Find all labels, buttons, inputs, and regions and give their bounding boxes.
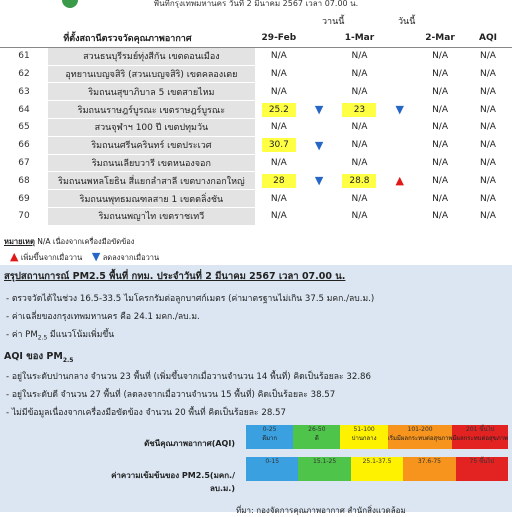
value-aqi: N/A	[480, 104, 496, 115]
aqi-scale-label: ดัชนีคุณภาพอากาศ(AQI)	[144, 439, 235, 448]
table-header-row	[0, 30, 512, 47]
header-title: พื้นที่กรุงเทพมหานคร วันที่ 2 มีนาคม 2567 เวลา 07.00 น.	[153, 0, 359, 8]
highlighted-value: 30.7	[262, 138, 296, 152]
table-row	[0, 47, 512, 65]
value-mar2: N/A	[432, 68, 448, 79]
aqi-heading-text: AQI ของ PM	[4, 351, 63, 362]
scale-level: ปานกลาง	[351, 435, 377, 442]
scale-cell	[298, 457, 350, 481]
station-number: 65	[18, 122, 30, 133]
station-number: 64	[18, 104, 30, 115]
value-aqi: N/A	[480, 51, 496, 62]
value-aqi: N/A	[480, 175, 496, 186]
scale-range: 15.1-25	[313, 458, 337, 465]
value-mar2: N/A	[432, 193, 448, 204]
summary-title: สรุปสถานการณ์ PM2.5 พื้นที่ กทม. ประจำวันที่ 2 มีนาคม 2567 เวลา 07.00 น.	[4, 271, 346, 282]
column-header-mar1: 1-Mar	[335, 30, 383, 47]
pm-scale-label: ค่าความเข้มข้นของ PM2.5(มคก./ลบ.ม.)	[111, 471, 235, 493]
scale-range: 37.6-75	[417, 458, 441, 465]
scale-range: 25.1-37.5	[362, 458, 392, 465]
down-arrow-icon: ▼	[395, 103, 404, 117]
yesterday-label: วานนี้	[322, 17, 345, 27]
scale-range: 26-50	[308, 426, 326, 433]
table-row	[0, 190, 512, 208]
station-number: 68	[18, 175, 30, 186]
value-feb29: N/A	[270, 211, 287, 222]
value-feb29	[255, 172, 303, 190]
today-label: วันนี้	[398, 17, 416, 27]
station-name: ริมถนนสุขาภิบาล 5 เขตสายไหม	[48, 83, 255, 101]
aqi-scale	[246, 425, 508, 449]
table-row	[0, 83, 512, 101]
value-mar2: N/A	[432, 175, 448, 186]
summary-average: - ค่าเฉลี่ยของกรุงเทพมหานคร คือ 24.1 มคก./ลบ.ม.	[6, 312, 200, 322]
value-feb29: N/A	[270, 51, 287, 62]
summary-trend	[6, 327, 114, 342]
down-legend-text: ลดลงจากเมื่อวาน	[102, 253, 160, 262]
highlighted-value: 28	[262, 174, 296, 188]
trend-cell-1	[303, 118, 336, 136]
trend-prefix: - ค่า PM	[6, 330, 38, 340]
scale-level: มีผลกระทบต่อสุขภาพ	[452, 435, 509, 442]
station-name: ริมถนนเลียบวารี เขตหนองจอก	[48, 154, 255, 172]
table-row	[0, 154, 512, 172]
scale-level: ดีมาก	[262, 435, 278, 442]
trend-cell-1	[303, 136, 336, 154]
up-legend-text: เพิ่มขึ้นจากเมื่อวาน	[20, 253, 83, 262]
scale-range: 101-200	[407, 426, 433, 433]
station-name: สวนจุฬาฯ 100 ปี เขตปทุมวัน	[48, 118, 255, 136]
value-mar1: N/A	[351, 157, 368, 168]
value-feb29: N/A	[270, 68, 287, 79]
scale-cell	[456, 457, 508, 481]
note-label: หมายเหตุ	[4, 237, 35, 246]
value-mar2: N/A	[432, 140, 448, 151]
table-row	[0, 136, 512, 154]
table-row	[0, 207, 512, 225]
station-name: อุทยานเบญจสิริ (สวนเบญจสิริ) เขตคลองเตย	[48, 65, 255, 83]
station-name: ริมถนนพญาไท เขตราชเทวี	[48, 207, 255, 225]
trend-cell-2	[383, 118, 416, 136]
trend-cell-2	[383, 154, 416, 172]
trend-cell-2	[383, 190, 416, 208]
column-header-mar2: 2-Mar	[416, 30, 464, 47]
trend-cell-2	[383, 101, 416, 119]
scale-level: ดี	[314, 435, 319, 442]
value-mar2: N/A	[432, 211, 448, 222]
trend-cell-2	[383, 83, 416, 101]
value-feb29: N/A	[270, 86, 287, 97]
station-name: ริมถนนราษฎร์บูรณะ เขตราษฎร์บูรณะ	[48, 101, 255, 119]
value-mar2: N/A	[432, 122, 448, 133]
pm-scale	[246, 457, 508, 481]
trend-cell-1	[303, 47, 336, 65]
trend-cell-1	[303, 65, 336, 83]
trend-cell-1	[303, 207, 336, 225]
value-aqi: N/A	[480, 211, 496, 222]
trend-text: มีแนวโน้มเพิ่มขึ้น	[47, 330, 115, 340]
station-number: 62	[18, 68, 30, 79]
scale-cell	[403, 457, 455, 481]
value-aqi: N/A	[480, 68, 496, 79]
scale-cell	[388, 425, 453, 449]
trend-cell-2	[383, 47, 416, 65]
highlighted-value: 23	[342, 103, 376, 117]
value-mar1	[335, 101, 383, 119]
scale-cell	[293, 425, 340, 449]
trend-sub: 2.5	[37, 334, 48, 342]
scale-range: 75 ขึ้นไป	[469, 458, 495, 465]
legend-note	[4, 236, 134, 248]
column-header-aqi: AQI	[464, 30, 512, 47]
up-arrow-icon: ▲	[395, 174, 404, 188]
value-aqi: N/A	[480, 140, 496, 151]
aqi-good: - อยู่ในระดับดี จำนวน 27 พื้นที่ (ลดลงจากเมื่อวานจำนวน 15 พื้นที่) คิดเป็นร้อยละ 38.57	[6, 390, 336, 400]
value-mar1: N/A	[351, 193, 368, 204]
trend-cell-2	[383, 65, 416, 83]
highlighted-value: 25.2	[262, 103, 296, 117]
scale-level: เริ่มมีผลกระทบต่อสุขภาพ	[387, 435, 453, 442]
station-name: ริมถนนพหลโยธิน สี่แยกลำสาลี เขตบางกอกใหญ่	[48, 172, 255, 190]
table-row	[0, 172, 512, 190]
table-row	[0, 118, 512, 136]
aqi-heading	[4, 349, 73, 364]
column-header-station: ที่ตั้งสถานีตรวจวัดคุณภาพอากาศ	[0, 30, 255, 47]
table-row	[0, 65, 512, 83]
down-arrow-icon: ▼	[314, 138, 324, 152]
column-header-feb29: 29-Feb	[255, 30, 303, 47]
value-mar1: N/A	[351, 51, 368, 62]
value-mar2: N/A	[432, 104, 448, 115]
value-aqi: N/A	[480, 157, 496, 168]
station-number: 63	[18, 86, 30, 97]
scale-cell	[340, 425, 387, 449]
value-mar1: N/A	[351, 140, 368, 151]
note-text: N/A เนื่องจากเครื่องมือขัดข้อง	[37, 237, 135, 246]
value-aqi: N/A	[480, 122, 496, 133]
highlighted-value: 28.8	[342, 174, 376, 188]
value-mar1: N/A	[351, 122, 368, 133]
station-number: 67	[18, 157, 30, 168]
value-mar1: N/A	[351, 211, 368, 222]
value-feb29: N/A	[270, 157, 287, 168]
value-mar2: N/A	[432, 157, 448, 168]
summary-range: - ตรวจวัดได้ในช่วง 16.5-33.5 ไมโครกรัมต่อลูกบาศก์เมตร (ค่ามาตรฐานไม่เกิน 37.5 มคก./ลบ.ม.)	[6, 294, 375, 304]
scale-range: 201 ขึ้นไป	[466, 426, 495, 433]
value-mar2: N/A	[432, 51, 448, 62]
footer-note: ที่มา: กองจัดการคุณภาพอากาศ สำนักสิ่งแวดล้อม	[236, 506, 406, 515]
value-mar1	[335, 172, 383, 190]
value-feb29	[255, 136, 303, 154]
summary-panel	[0, 265, 512, 512]
trend-cell-2	[383, 207, 416, 225]
station-name: ริมถนนพุทธมณฑลสาย 1 เขตตลิ่งชัน	[48, 190, 255, 208]
station-table	[0, 30, 512, 226]
scale-range: 0-25	[262, 426, 277, 433]
trend-legend	[10, 250, 159, 264]
trend-cell-1	[303, 101, 336, 119]
trend-cell-2	[383, 172, 416, 190]
value-mar2: N/A	[432, 86, 448, 97]
aqi-heading-sub: 2.5	[62, 356, 74, 364]
trend-cell-1	[303, 154, 336, 172]
station-number: 70	[18, 211, 30, 222]
table-row	[0, 101, 512, 119]
scale-range: 0-15	[265, 458, 280, 465]
station-name: ริมถนนศรีนครินทร์ เขตประเวศ	[48, 136, 255, 154]
value-aqi: N/A	[480, 86, 496, 97]
trend-cell-1	[303, 83, 336, 101]
down-arrow-icon: ▼	[314, 174, 324, 188]
scale-cell	[452, 425, 508, 449]
value-feb29: N/A	[270, 122, 287, 133]
value-feb29	[255, 101, 303, 119]
trend-cell-1	[303, 190, 336, 208]
value-feb29: N/A	[270, 193, 287, 204]
value-aqi: N/A	[480, 193, 496, 204]
down-arrow-icon: ▼	[314, 103, 324, 117]
station-number: 66	[18, 140, 30, 151]
up-arrow-icon: ▲	[10, 250, 19, 263]
aqi-moderate: - อยู่ในระดับปานกลาง จำนวน 23 พื้นที่ (เพิ่มขึ้นจากเมื่อวานจำนวน 14 พื้นที่) คิดเป็นร้อยละ 32.86	[6, 372, 371, 382]
station-number: 61	[18, 51, 30, 62]
station-number: 69	[18, 193, 30, 204]
scale-range: 51-100	[353, 426, 375, 433]
aqi-no-data: - ไม่มีข้อมูลเนื่องจากเครื่องมือขัดข้อง จำนวน 20 พื้นที่ คิดเป็นร้อยละ 28.57	[6, 408, 286, 418]
value-mar1: N/A	[351, 86, 368, 97]
scale-cell	[351, 457, 403, 481]
down-arrow-icon: ▼	[91, 250, 101, 263]
trend-cell-2	[383, 136, 416, 154]
scale-cell	[246, 425, 293, 449]
station-name: สวนธนบุรีรมย์ทุ่งสีกัน เขตดอนเมือง	[48, 47, 255, 65]
scale-cell	[246, 457, 298, 481]
trend-cell-1	[303, 172, 336, 190]
value-mar1: N/A	[351, 68, 368, 79]
